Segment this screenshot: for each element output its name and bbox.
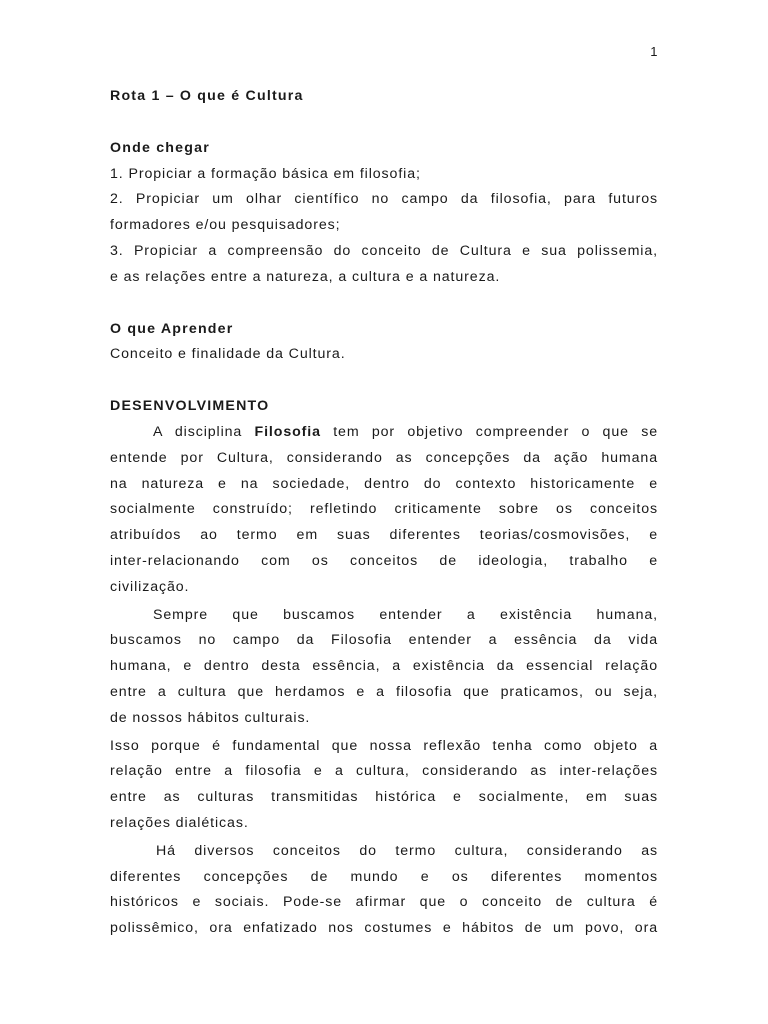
paragraph-1-line-4: socialmente construído; refletindo criticamente sobre os conceitos — [110, 501, 658, 518]
paragraph-2-line-4: entre a cultura que herdamos e a filosofia que praticamos, ou seja, — [110, 683, 658, 700]
goal-line-3: formadores e/ou pesquisadores; — [110, 217, 341, 234]
paragraph-4-line-2: diferentes concepções de mundo e os diferentes momentos — [110, 868, 658, 885]
paragraph-3-line-2: relação entre a filosofia e a cultura, considerando as inter-relações — [110, 763, 658, 780]
paragraph-3-line-4: relações dialéticas. — [110, 814, 249, 831]
paragraph-3-line-3: entre as culturas transmitidas histórica e socialmente, em suas — [110, 789, 658, 806]
goal-line-5: e as relações entre a natureza, a cultura e a natureza. — [110, 268, 501, 285]
goal-line-1: 1. Propiciar a formação básica em filosofia; — [110, 165, 421, 182]
paragraph-1-line-5: atribuídos ao termo em suas diferentes teorias/cosmovisões, e — [110, 527, 658, 544]
paragraph-2-line-3: humana, e dentro desta essência, a existência da essencial relação — [110, 658, 658, 675]
goal-line-4: 3. Propiciar a compreensão do conceito de Cultura e sua polissemia, — [110, 242, 658, 259]
section-heading-onde-chegar: Onde chegar — [110, 139, 210, 156]
paragraph-1-line-3: na natureza e na sociedade, dentro do contexto historicamente e — [110, 475, 658, 492]
paragraph-4-line-1: Há diversos conceitos do termo cultura, considerando as — [156, 842, 658, 859]
paragraph-1-rest: tem por objetivo compreender o que se — [320, 423, 658, 440]
paragraph-1-lead: A disciplina — [153, 423, 255, 440]
paragraph-1-line-7: civilização. — [110, 578, 190, 595]
paragraph-1-line-1 — [110, 420, 658, 446]
goal-line-2: 2. Propiciar um olhar científico no campo da filosofia, para futuros — [110, 191, 658, 208]
paragraph-2-line-1: Sempre que buscamos entender a existência humana, — [153, 606, 658, 623]
paragraph-2-line-2: buscamos no campo da Filosofia entender a essência da vida — [110, 632, 658, 649]
paragraph-1-bold-term: Filosofia — [254, 423, 321, 440]
page-number: 1 — [650, 44, 658, 59]
paragraph-3-line-1: Isso porque é fundamental que nossa reflexão tenha como objeto a — [110, 737, 658, 754]
paragraph-1-line-6: inter-relacionando com os conceitos de ideologia, trabalho e — [110, 552, 658, 569]
learn-text: Conceito e finalidade da Cultura. — [110, 346, 346, 363]
paragraph-2-line-5: de nossos hábitos culturais. — [110, 709, 311, 726]
paragraph-1-line-2: entende por Cultura, considerando as concepções da ação humana — [110, 449, 658, 466]
section-heading-o-que-aprender: O que Aprender — [110, 320, 234, 337]
document-title: Rota 1 – O que é Cultura — [110, 88, 304, 104]
document-body — [110, 84, 658, 942]
section-heading-desenvolvimento: DESENVOLVIMENTO — [110, 398, 270, 415]
paragraph-4-line-3: históricos e sociais. Pode-se afirmar que o conceito de cultura é — [110, 894, 658, 911]
paragraph-4-line-4: polissêmico, ora enfatizado nos costumes e hábitos de um povo, ora — [110, 920, 658, 937]
